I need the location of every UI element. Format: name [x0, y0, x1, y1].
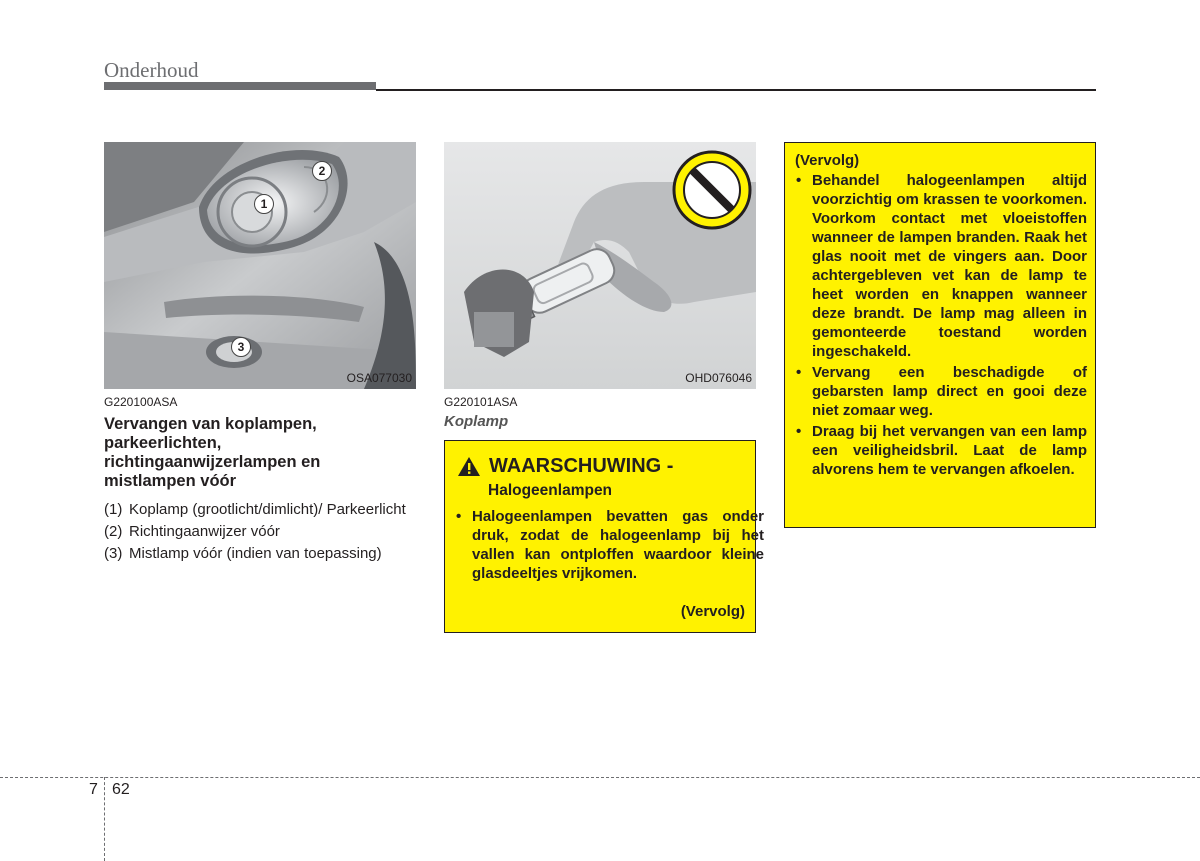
- list-item: [104, 500, 424, 519]
- warning-bullet: • Draag bij het vervangen van een lamp een veiligheidsbril. Laat de lamp alvorens hem te vervangen afkoelen.: [795, 422, 1087, 479]
- warning-bullet: • Vervang een beschadigde of gebarsten lamp direct en gooi deze niet zomaar weg.: [795, 363, 1087, 420]
- item-text: Koplamp (grootlicht/dimlicht)/ Parkeerlicht: [129, 501, 406, 518]
- warning-bullet: • Behandel halogeenlampen altijd voorzichtig om krassen te voorkomen. Voorkom contact met vloeistoffen wanneer de lampen branden. Raak het glas nooit met de vingers aan. Door achtergebleven vet kan de lamp te heet worden en knappen wanneer deze brandt. De lamp mag alleen in gemonteerde toestand worden ingeschakeld.: [795, 171, 1087, 361]
- warning-triangle-icon: [457, 456, 481, 477]
- continued-label: (Vervolg): [795, 152, 860, 169]
- callout-2: 2: [312, 161, 332, 181]
- item-text: Mistlamp vóór (indien van toepassing): [129, 545, 382, 562]
- warning-title-row: [457, 455, 673, 478]
- photo-caption: Koplamp: [444, 413, 509, 430]
- continued-label: (Vervolg): [680, 603, 745, 620]
- header-rule: [376, 89, 1096, 91]
- photo-code: OHD076046: [685, 371, 752, 385]
- halogen-bulb-photo: [444, 142, 756, 389]
- item-text: Richtingaanwijzer vóór: [129, 523, 280, 540]
- chapter-number: 7: [89, 781, 98, 798]
- section-code: G220100ASA: [104, 395, 178, 409]
- item-number: (2): [104, 523, 123, 540]
- item-number: (1): [104, 501, 123, 518]
- callout-1: 1: [254, 194, 274, 214]
- page-header-title: Onderhoud: [104, 58, 199, 82]
- hand-bulb-illustration: [444, 142, 756, 389]
- warning-subtitle: Halogeenlampen: [488, 482, 613, 499]
- footer-divider: [104, 777, 105, 861]
- list-item: [104, 544, 424, 563]
- part-list: [104, 500, 424, 566]
- warning-continued-box: [784, 142, 1096, 528]
- section-code: G220101ASA: [444, 395, 518, 409]
- car-headlight-photo: [104, 142, 416, 389]
- list-item: [104, 522, 424, 541]
- warning-title: WAARSCHUWING -: [489, 455, 674, 477]
- page-number: 62: [112, 781, 130, 798]
- callout-3: 3: [231, 337, 251, 357]
- item-number: (3): [104, 545, 123, 562]
- warning-bullet: • Halogeenlampen bevatten gas onder druk, zodat de halogeenlamp bij het vallen kan ontploffen waardoor kleine glasdeeltjes vrijkomen.: [455, 507, 764, 583]
- car-front-illustration: [104, 142, 416, 389]
- footer-rule: [0, 777, 1200, 778]
- warning-bullets: [795, 171, 1087, 481]
- photo-code: OSA077030: [346, 371, 412, 385]
- header-bar: [104, 82, 376, 90]
- warning-box: [444, 440, 764, 633]
- section-heading: Vervangen van koplampen, parkeerlichten, richtingaanwijzerlampen en mistlampen vóór: [104, 415, 321, 490]
